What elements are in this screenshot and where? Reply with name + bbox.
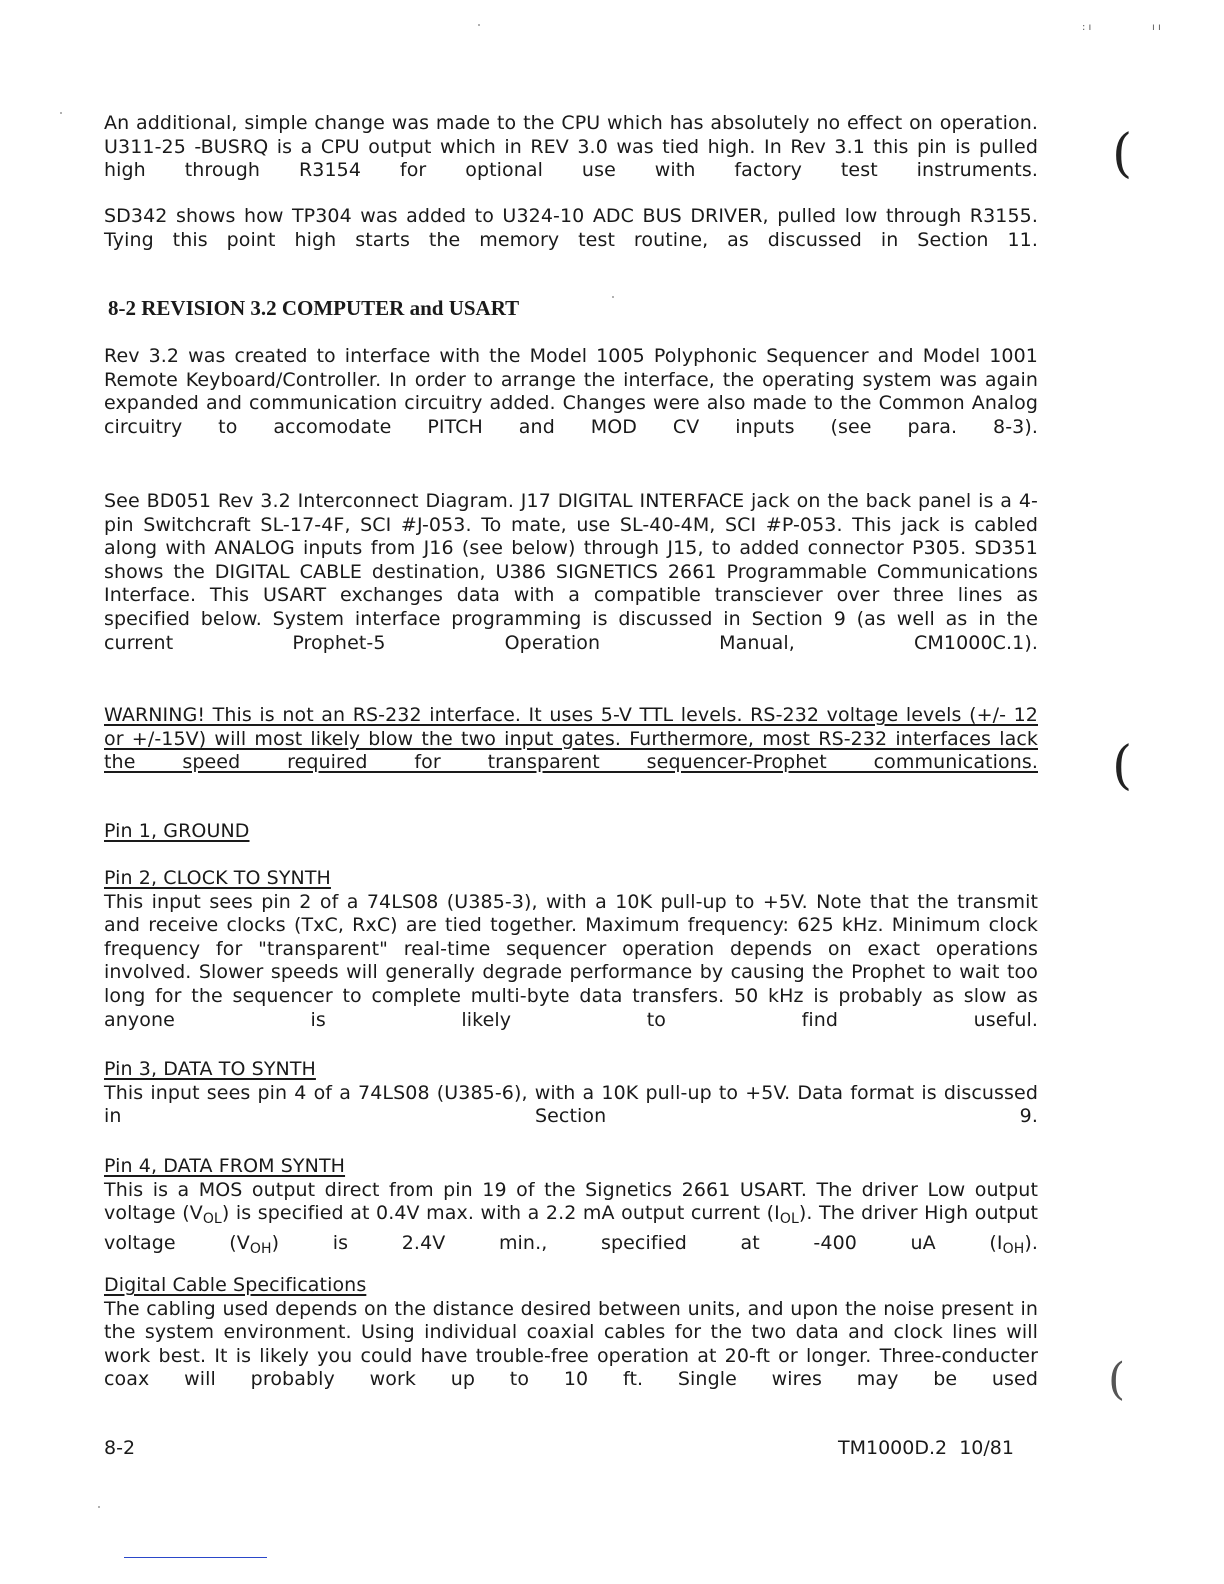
pin3-block — [104, 1058, 1038, 1152]
pin1-block — [104, 820, 1038, 844]
pin4-title: Pin 4, DATA FROM SYNTH — [104, 1155, 346, 1177]
pin3-text: This input sees pin 4 of a 74LS08 (U385-6), with a 10K pull-up to +5V. Data format is discussed in Section 9. — [104, 1081, 1038, 1128]
warning-block — [104, 704, 1038, 798]
pin1-title: Pin 1, GROUND — [104, 820, 250, 842]
margin-bracket: ( — [1112, 124, 1133, 184]
pin2-text: This input sees pin 2 of a 74LS08 (U385-3), with a 10K pull-up to +5V. Note that the transmit and receive clocks (TxC, RxC) are tied together. Maximum frequency: 625 kHz. Minimum clock frequency for "transparent" real-time sequencer operation depends on exact operations involved. Slower speeds will generally degrade performance by causing the Prophet to wait too long for the sequencer to complete multi-byte data transfers. 50 kHz is probably as slow as anyone is likely to find useful. — [104, 890, 1038, 1031]
pin4-text: This is a MOS output direct from pin 19 of the Signetics 2661 USART. The driver Low output voltage $(V_{OL})$ is specified at 0.4V max. with a 2.2 mA output current $(I_{OL})$. The driver High output voltage $(V_{OH})$ is 2.4V min., specified at -400 uA $(I_{OH})$. — [104, 1178, 1039, 1257]
intro-paragraph-2 — [104, 205, 1038, 276]
cable-block — [104, 1274, 1038, 1416]
corner-marks: : ı — [1082, 22, 1092, 33]
corner-marks-right: ı ı — [1152, 22, 1161, 33]
section-heading: 8-2 REVISION 3.2 COMPUTER and USART — [108, 296, 520, 320]
intro-text-1: An additional, simple change was made to the CPU which has absolutely no effect on operation. U311-25 -BUSRQ is a CPU output which in REV 3.0 was tied high. In Rev 3.1 this pin is pulled high through R3154 for optional use with factory test instruments. — [104, 112, 1038, 182]
intro-paragraph-1 — [104, 112, 1038, 206]
cable-text: The cabling used depends on the distance desired between units, and upon the noise present in the system environment. Using individual coaxial cables for the two data and clock lines will work best. It is likely you could have trouble-free operation at 20-ft or longer. Three-conducter coax will probably work up to 10 ft. Single wires may be used — [104, 1297, 1038, 1391]
margin-bracket: ( — [1112, 736, 1133, 796]
scan-speck — [98, 1506, 100, 1508]
section-text-2: See BD051 Rev 3.2 Interconnect Diagram. J17 DIGITAL INTERFACE jack on the back panel is a 4-pin Switchcraft SL-17-4F, SCI #J-053. To mate, use SL-40-4M, SCI #P-053. This jack is cabled along with ANALOG inputs from J16 (see below) through J15, to added connector P305. SD351 shows the DIGITAL CABLE destination, U386 SIGNETICS 2661 Programmable Communications Interface. This USART exchanges data with a compatible transciever over three lines as specified below. System interface programming is discussed in Section 9 (as well as in the current Prophet-5 Operation Manual, CM1000C.1). — [104, 490, 1038, 654]
intro-text-2: SD342 shows how TP304 was added to U324-10 ADC BUS DRIVER, pulled low through R3155. Tying this point high starts the memory test routine, as discussed in Section 11. — [104, 205, 1038, 251]
warning-text: WARNING! This is not an RS-232 interface. It uses 5-V TTL levels. RS-232 voltage levels (+/- 12 or +/-15V) will most likely blow the two input gates. Furthermore, most RS-232 interfaces lack the speed required for transparent sequencer-Prophet communications. — [104, 704, 1038, 774]
page-number: 8-2 — [104, 1437, 136, 1459]
margin-bracket: ( — [1108, 1354, 1126, 1405]
bottom-rule — [124, 1557, 267, 1558]
pin3-title: Pin 3, DATA TO SYNTH — [104, 1058, 316, 1080]
pin4-block — [104, 1155, 1038, 1285]
section-paragraph-2 — [104, 490, 1038, 679]
section-text-1: Rev 3.2 was created to interface with the Model 1005 Polyphonic Sequencer and Model 1001 Remote Keyboard/Controller. In order to arrange the interface, the operating system was again expanded and communication circuitry added. Changes were also made to the Common Analog circuitry to accomodate PITCH and MOD CV inputs (see para. 8-3). — [104, 345, 1038, 438]
scan-speck — [60, 112, 62, 114]
cable-title: Digital Cable Specifications — [104, 1274, 367, 1296]
scan-speck — [478, 24, 480, 26]
section-paragraph-1 — [104, 345, 1038, 463]
scan-speck — [612, 296, 614, 298]
pin2-block — [104, 867, 1038, 1056]
pin2-title: Pin 2, CLOCK TO SYNTH — [104, 867, 331, 889]
document-id: TM1000D.2 10/81 — [838, 1437, 1014, 1459]
